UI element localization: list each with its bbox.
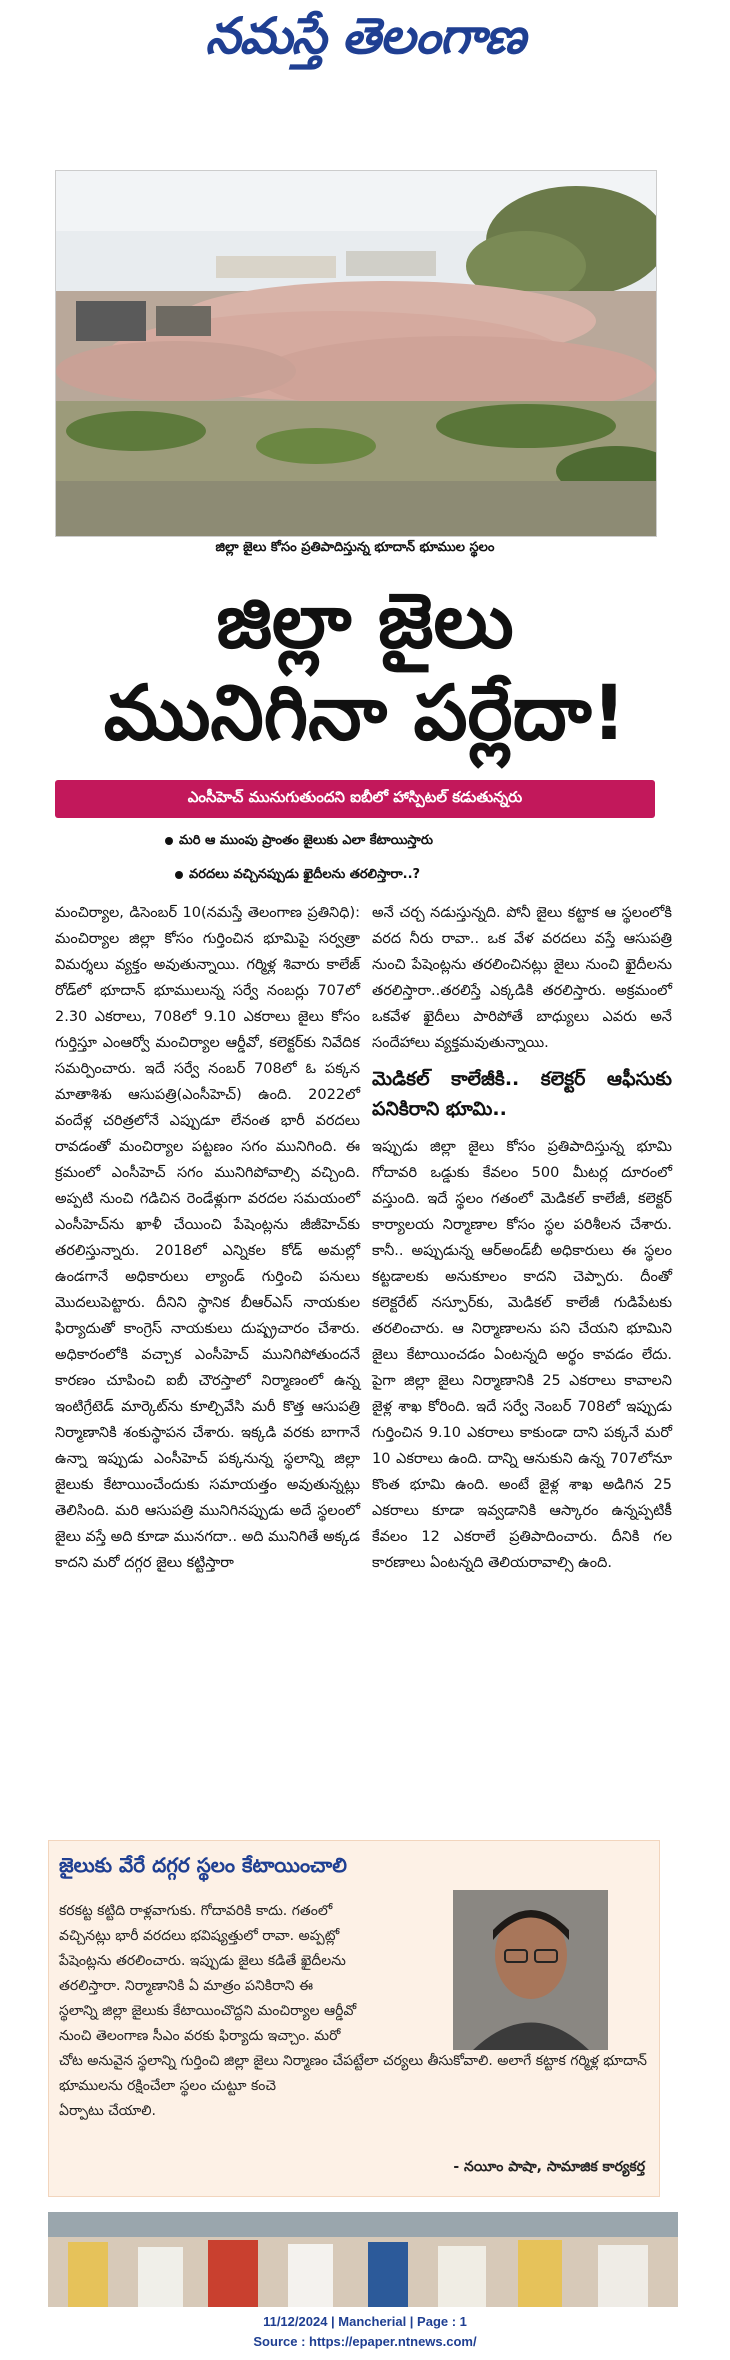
- headline-line-2: మునిగినా పర్లేదా!: [103, 668, 627, 757]
- bullet-icon: [165, 837, 173, 845]
- newspaper-logo: నమస్తే తెలంగాణ: [205, 6, 525, 65]
- photo-caption: జిల్లా జైలు కోసం ప్రతిపాదిస్తున్న భూదాన్ భూముల స్థలం: [215, 540, 495, 555]
- headline-line-1: జిల్లా జైలు: [216, 576, 514, 665]
- article-body-left: మంచిర్యాల, డిసెంబర్ 10(నమస్తే తెలంగాణ ప్రతినిధి): మంచిర్యాల జిల్లా కోసం గుర్తించిన భూమిపై సర్వత్రా విమర్శలు వ్యక్తం అవుతున్నాయి. గర్మిళ్ల శివారు కాలేజ్ రోడ్‌లో భూదాన్ భూములున్న సర్వే నంబర్లు 707లో 2.30 ఎకరాలు, 708లో 9.10 ఎకరాలు జైలు కోసం గుర్తిస్తూ ఎంఆర్వో మంచిర్యాల ఆర్డీవో, కలెక్టర్‌కు నివేదిక సమర్పించారు. ఇదే సర్వే నంబర్ 708లో ఓ పక్కన మాతాశిశు ఆసుపత్రి(ఎంసీహెచ్) ఉంది. 2022లో వందేళ్ల చరిత్రలోనే ఎప్పుడూ లేనంత భారీ వరదలు రావడంతో మంచిర్యాల పట్టణం సగం మునిగింది. ఈ క్రమంలో ఎంసీహెచ్ సగం మునిగిపోవాల్సి వచ్చింది. అప్పటి నుంచి గడిచిన రెండేళ్లుగా వరదల సమయంలో ఎంసీహెచ్‌ను ఖాళీ చేయించి పేషెంట్లను జీజీహెచ్‌కు తరలిస్తున్నారు. 2018లో ఎన్నికల కోడ్ అమల్లో ఉండగానే అధికారులు ల్యాండ్ గుర్తించి పనులు మొదలుపెట్టారు. దీనిని స్థానిక బీఆర్ఎస్ నాయకుల ఫిర్యాదుతో కాంగ్రెస్ నాయకులు దుష్ప్రచారం చేశారు. అధికారంలోకి వచ్చాక ఎంసీహెచ్ మునిగిపోతుందనే కారణం చూపించి ఐబీ చౌరస్తాలో నిర్మాణంలో ఉన్న ఇంటిగ్రేటెడ్ మార్కెట్‌ను కూల్చివేసి మరీ కొత్త ఆసుపత్రి నిర్మాణానికి శంకుస్థాపన చేశారు. ఇక్కడి వరకు బాగానే ఉన్నా ఇప్పుడు ఎంసీహెచ్ పక్కనున్న స్థలాన్ని జిల్లా జైలుకు కేటాయించేందుకు సమాయత్తం అవుతున్నట్లు తెలిసింది. మరి ఆసుపత్రి మునిగినప్పుడు అదే స్థలంలో జైలు వస్తే అది కూడా మునగదా.. అది మునిగితే అక్కడ కాదని మరో దగ్గర జైలు కట్టిస్తారా: [55, 905, 360, 1571]
- quote-signature: - నయీం పాషా, సామాజిక కార్యకర్త: [453, 2159, 645, 2175]
- page-footer: [0, 2312, 730, 2352]
- article-right-column: [372, 900, 672, 1576]
- kicker-2-text: వరదలు వచ్చినప్పుడు ఖైదీలను తరలిస్తారా..?: [189, 867, 421, 882]
- person-photo: [453, 1890, 608, 2050]
- article-body-right-1: అనే చర్చ నడుస్తున్నది. పోనీ జైలు కట్టాక ఆ స్థలంలోకి వరద నీరు రావా.. ఒక వేళ వరదలు వస్తే ఆసుపత్రి నుంచి పేషెంట్లను తరలించినట్లు జైలు నుంచి ఖైదీలను తరలిస్తారా..తరలిస్తే ఎక్కడికి తరలిస్తారు. అక్రమంలో ఒకవేళ ఖైదీలు పారిపోతే బాధ్యులు ఎవరు అనే సందేహాలు వ్యక్తమవుతున్నాయి.: [372, 905, 672, 1051]
- article-left-column: [55, 900, 360, 1576]
- site-photo: [55, 170, 657, 537]
- bullet-icon: [175, 871, 183, 879]
- kicker-1: [165, 833, 433, 851]
- edition-line: 11/12/2024 | Mancherial | Page : 1: [263, 2314, 467, 2329]
- portrait-image: [453, 1890, 608, 2050]
- headline: [40, 575, 690, 759]
- section-subheading: మెడికల్ కాలేజీకి.. కలెక్టర్ ఆఫీసుకు పనికిరాని భూమి..: [372, 1068, 672, 1120]
- sand-field-image: [56, 171, 656, 536]
- crowd-image: [48, 2212, 678, 2307]
- kicker-2: [175, 867, 420, 885]
- masthead: [0, 0, 730, 70]
- kicker-1-text: మరి ఆ ముంపు ప్రాంతం జైలుకు ఎలా కేటాయిస్తారు: [179, 833, 434, 848]
- source-link[interactable]: Source : https://epaper.ntnews.com/: [253, 2334, 477, 2349]
- quote-box-text: కరకట్ట కట్టిది రాళ్లవాగుకు. గోదావరికి కాదు. గతంలో వచ్చినట్లు భారీ వరదలు భవిష్యత్తులో రావా. అప్పట్లో పేషెంట్లను తరలించారు. ఇప్పుడు జైలు కడితే ఖైదీలను తరలిస్తారా. నిర్మాణానికి ఏ మాత్రం పనికిరాని ఈ స్థలాన్ని జిల్లా జైలుకు కేటాయించొద్దని మంచిర్యాల ఆర్డీవో నుంచి తెలంగాణ సీఎం వరకు ఫిర్యాదు ఇచ్చాం. మరో చోట అనువైన స్థలాన్ని గుర్తించి జిల్లా జైలు నిర్మాణం చేపట్టేలా చర్యలు తీసుకోవాలి. అలాగే కట్టాక గర్మిళ్ల భూదాన్ భూములను రక్షించేలా స్థలం చుట్టూ కంచె ఏర్పాటు చేయాలి.: [59, 1903, 647, 2119]
- bottom-photo-strip: [48, 2212, 678, 2307]
- article-body-right-2: ఇప్పుడు జిల్లా జైలు కోసం ప్రతిపాదిస్తున్న భూమి గోదావరి ఒడ్డుకు కేవలం 500 మీటర్ల దూరంలో వస్తుంది. ఇదే స్థలం గతంలో మెడికల్ కాలేజీ, కలెక్టర్ కార్యాలయ నిర్మాణాల కోసం స్థల పరిశీలన చేశారు. కానీ.. అప్పుడున్న ఆర్అండ్‌బీ అధికారులు ఈ స్థలం కట్టడాలకు అనుకూలం కాదని చెప్పారు. దీంతో కలెక్టరేట్ నస్పూర్‌కు, మెడికల్ కాలేజీ గుడిపేటకు తరలించారు. ఆ నిర్మాణాలను పని చేయని భూమిని జైలు కేటాయించడం ఏంటన్నది అర్థం కావడం లేదు. పైగా జిల్లా జైలు నిర్మాణానికి 25 ఎకరాలు కావాలని జైళ్ల శాఖ కోరింది. ఇదే సర్వే నెంబర్ 708లో ఇప్పుడు గుర్తించిన 9.10 ఎకరాలు కాకుండా దాని పక్కనే మరో 10 ఎకరాలు ఉంది. దాన్ని ఆనుకుని ఉన్న 707లోనూ కొంత భూమి ఉంది. అంటే జైళ్ల శాఖ అడిగిన 25 ఎకరాలు కూడా ఇవ్వడానికి ఆస్కారం ఉన్నప్పటికీ కేవలం 12 ఎకరాలే ప్రతిపాదించారు. దీనికి గల కారణాలు ఏంటన్నది తెలియరావాల్సి ఉంది.: [372, 1139, 672, 1571]
- subhead-banner: ఎంసీహెచ్ మునుగుతుందని ఐబీలో హాస్పిటల్ కడుతున్నరు: [55, 780, 655, 818]
- quote-box-title: జైలుకు వేరే దగ్గర స్థలం కేటాయించాలి: [59, 1853, 347, 1877]
